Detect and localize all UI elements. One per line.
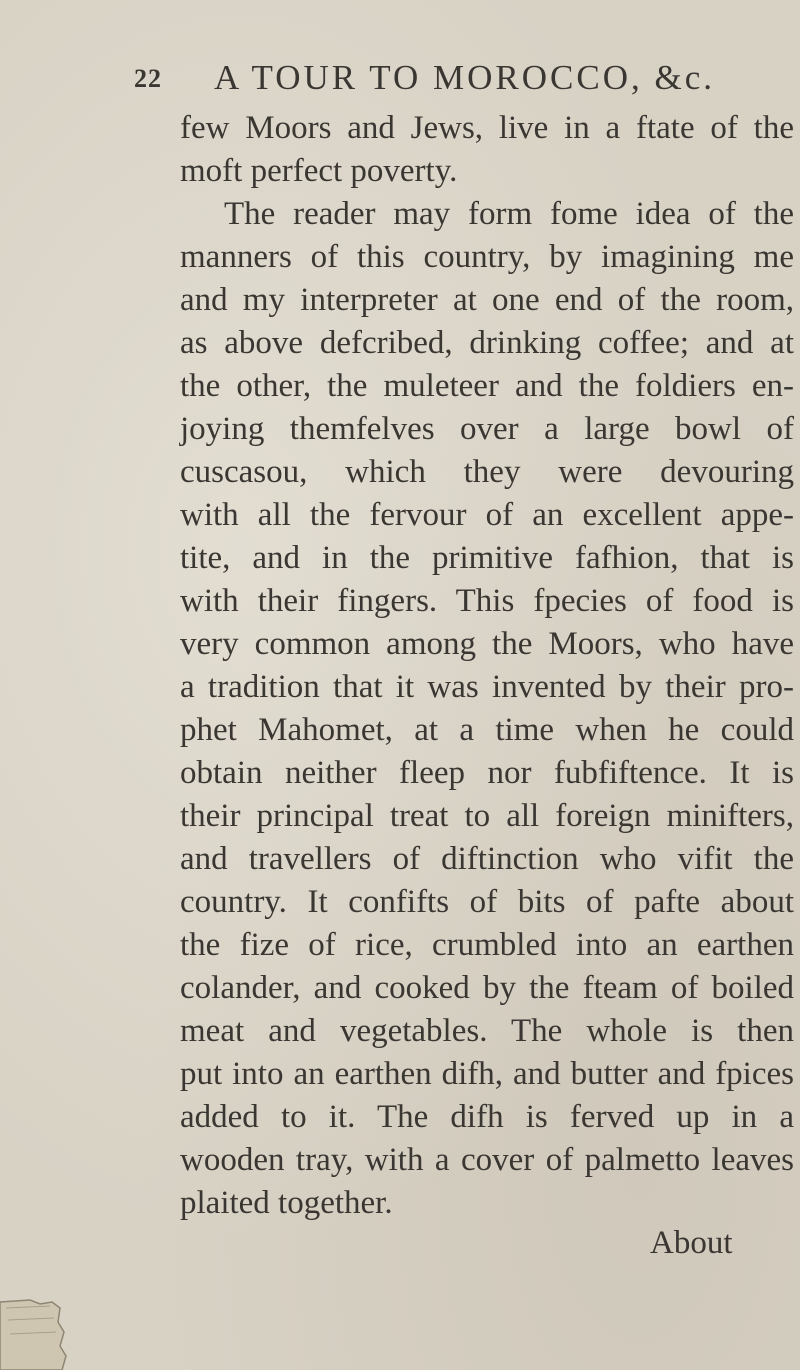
text-line: moft perfect poverty. <box>180 153 458 189</box>
page-number: 22 <box>134 64 162 93</box>
text-line: wooden tray, with a cover of palmetto leaves <box>180 1142 794 1178</box>
text-line: as above defcribed, drinking coffee; and at <box>180 325 794 361</box>
text-line: and travellers of diftinction who vifit the <box>180 841 794 877</box>
text-line: tite, and in the primitive fafhion, that is <box>180 540 794 576</box>
text-line: meat and vegetables. The whole is then <box>180 1013 794 1049</box>
text-line: added to it. The difh is ferved up in a <box>180 1099 794 1135</box>
paragraph-first-line: The reader may form fome idea of the <box>224 196 794 232</box>
text-line: the fize of rice, crumbled into an earthen <box>180 927 794 963</box>
text-line: manners of this country, by imagining me <box>180 239 794 275</box>
text-line: plaited together. <box>180 1185 393 1221</box>
text-line: colander, and cooked by the fteam of boiled <box>180 970 794 1006</box>
text-line: cuscasou, which they were devouring <box>180 454 794 490</box>
text-line: put into an earthen difh, and butter and fpices <box>180 1056 794 1092</box>
text-line: their principal treat to all foreign minifters, <box>180 798 794 834</box>
running-title: A TOUR TO MOROCCO, &c. <box>214 58 715 97</box>
catchword: About <box>650 1225 733 1261</box>
text-line: few Moors and Jews, live in a ftate of the <box>180 110 794 146</box>
text-line: joying themfelves over a large bowl of <box>180 411 794 447</box>
text-line: obtain neither fleep nor fubfiftence. It is <box>180 755 794 791</box>
text-line: and my interpreter at one end of the room, <box>180 282 794 318</box>
text-line: phet Mahomet, at a time when he could <box>180 712 794 748</box>
paper-fragment-icon <box>0 1298 70 1370</box>
text-line: the other, the muleteer and the foldiers en- <box>180 368 794 404</box>
text-line: a tradition that it was invented by their pro- <box>180 669 794 705</box>
text-line: with their fingers. This fpecies of food is <box>180 583 794 619</box>
text-line: very common among the Moors, who have <box>180 626 794 662</box>
text-line: country. It confifts of bits of pafte about <box>180 884 794 920</box>
text-line: with all the fervour of an excellent appe- <box>180 497 794 533</box>
